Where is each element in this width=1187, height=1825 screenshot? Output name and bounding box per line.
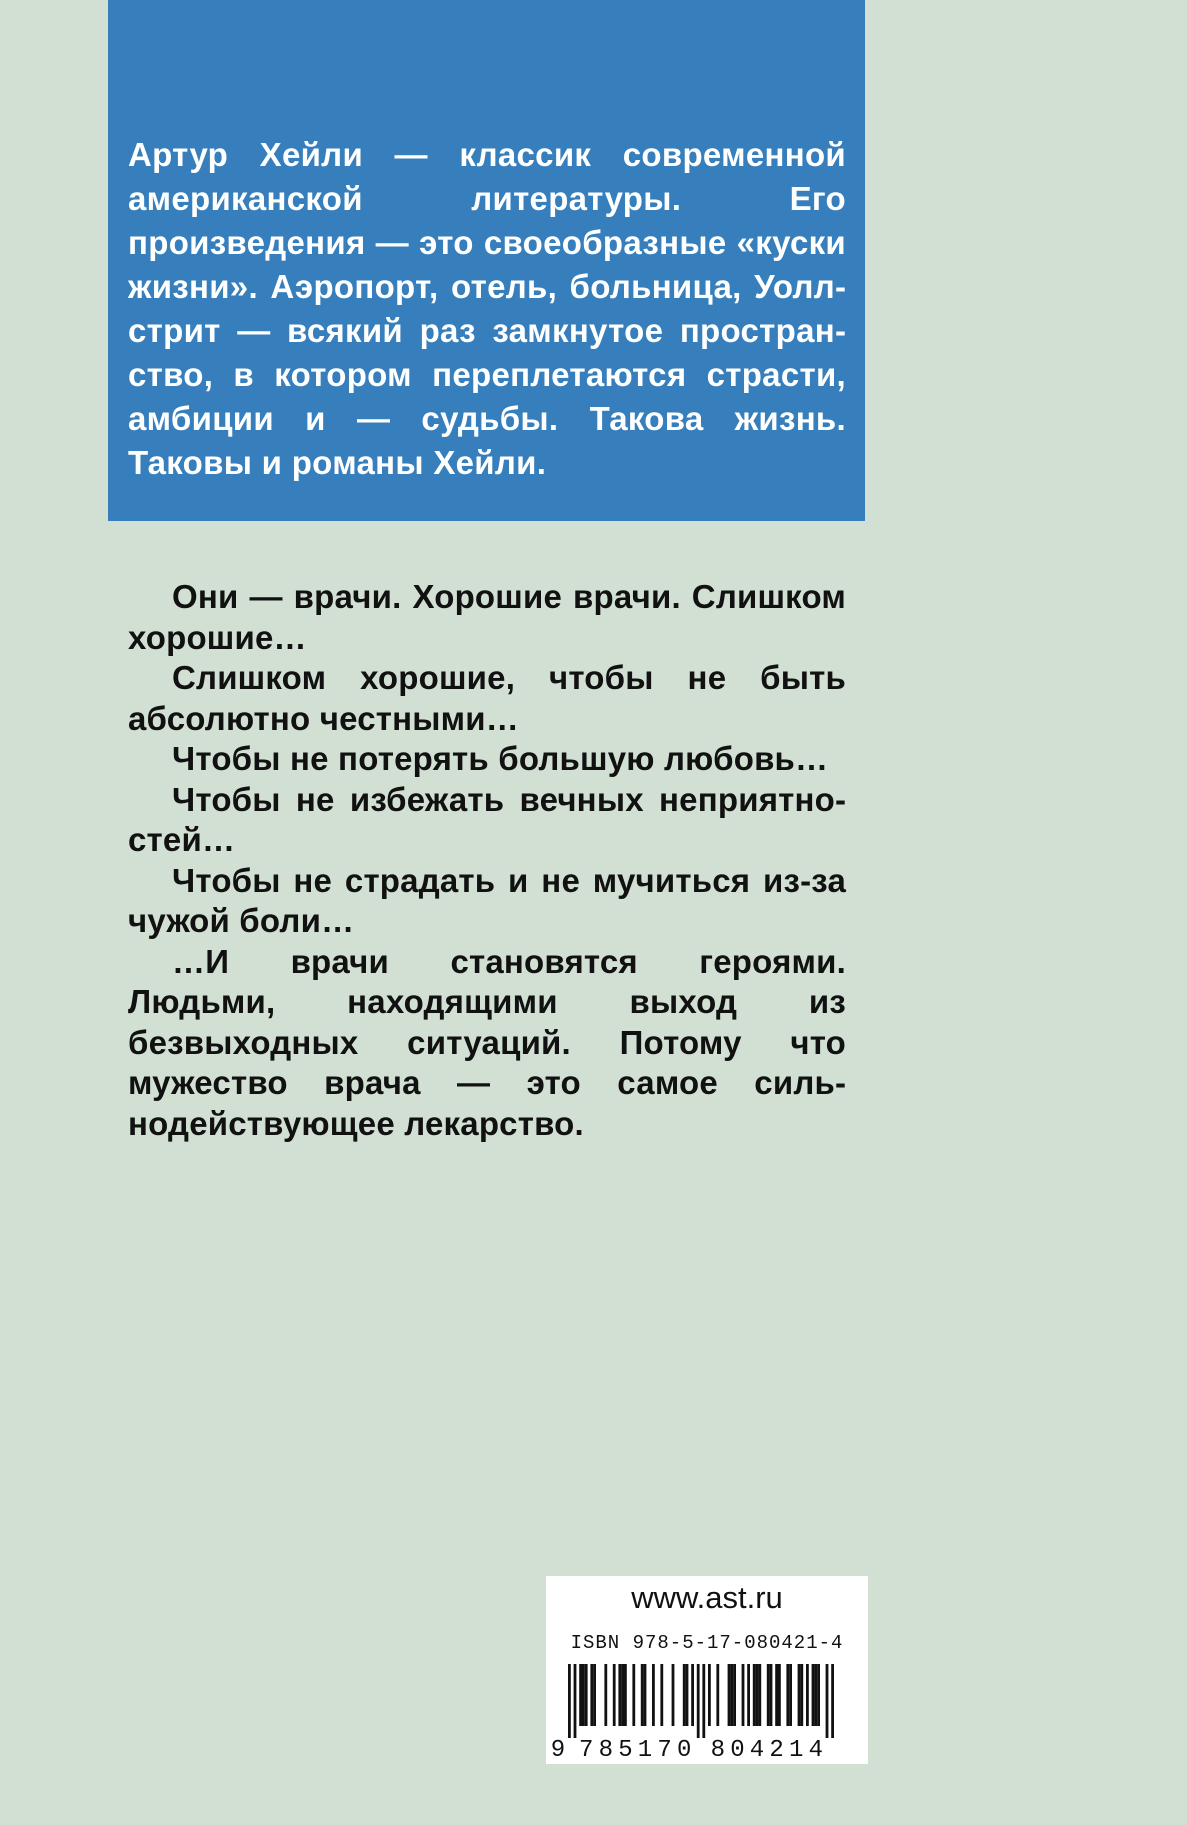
barcode-bar [708, 1664, 711, 1726]
barcode-digit: 0 [730, 1737, 745, 1764]
publisher-website: www.ast.ru [631, 1580, 783, 1615]
barcode-bar [660, 1664, 663, 1726]
barcode-digit: 9 [550, 1737, 566, 1764]
annotation-paragraph: Чтобы не избежать вечных неприятностей… [128, 780, 846, 858]
barcode-bar [621, 1664, 624, 1726]
barcode-icon [546, 1576, 868, 1764]
barcode-bar [747, 1664, 750, 1726]
barcode-bar [730, 1664, 733, 1726]
annotation-text [128, 577, 846, 1144]
barcode-bar [742, 1664, 745, 1726]
barcode-bar [579, 1664, 582, 1726]
barcode-bar [585, 1664, 588, 1726]
barcode-bar [590, 1664, 593, 1726]
barcode-bar [641, 1664, 644, 1726]
annotation-paragraph: Они — врачи. Хорошие врачи. Слишком хорошие… [128, 578, 846, 656]
annotation-paragraph: Чтобы не страдать и не мучиться из-за чужой боли… [128, 861, 846, 939]
barcode-bar [574, 1664, 577, 1738]
barcode-bar [826, 1664, 829, 1738]
barcode-bar [733, 1664, 736, 1726]
barcode-digit: 0 [676, 1737, 692, 1764]
barcode-digit: 1 [637, 1737, 653, 1764]
barcode-bar [767, 1664, 770, 1726]
barcode-bar [691, 1664, 694, 1726]
barcode-digit: 7 [657, 1737, 672, 1764]
barcode-bar [652, 1664, 655, 1726]
barcode-digit: 4 [808, 1737, 824, 1764]
barcode-bar [812, 1664, 815, 1726]
barcode-bar [728, 1664, 731, 1726]
barcode-bar [624, 1664, 627, 1726]
barcode-bar [817, 1664, 820, 1726]
barcode-digit: 7 [578, 1737, 594, 1764]
barcode-bar [786, 1664, 789, 1726]
barcode-bar [604, 1664, 607, 1726]
barcode-panel [546, 1576, 868, 1764]
barcode-bar [800, 1664, 803, 1726]
barcode-bar [686, 1664, 689, 1726]
barcode-bar [683, 1664, 686, 1726]
barcode-digit: 1 [788, 1737, 804, 1764]
barcode-digit: 5 [618, 1737, 633, 1764]
barcode-bar [770, 1664, 773, 1726]
barcode-bar [568, 1664, 571, 1738]
annotation-paragraph: Чтобы не потерять большую любовь… [172, 740, 829, 777]
author-blurb: Артур Хейли — классик современной американской литературы. Его произведения — это своеобразные «куски жизни». Аэропорт, отель, больница, Уоллстрит — всякий раз замкнутое пространство, в котором переплетаются страсти, амбиции и — судьбы. Такова жизнь. Таковы и романы Хейли. [128, 136, 846, 481]
barcode-bar [632, 1664, 635, 1726]
barcode-bar [697, 1664, 700, 1738]
barcode-bar [618, 1664, 621, 1726]
barcode-bar [814, 1664, 817, 1726]
annotation-paragraph: …И врачи становятся героями. Людьми, находящими выход из безвыходных ситуаций. Потому что мужество врача — это самое сильнодействующее лекарство. [128, 942, 846, 1142]
barcode-bar [778, 1664, 781, 1726]
barcode-digit: 2 [769, 1737, 784, 1764]
barcode-bar [798, 1664, 801, 1726]
barcode-digit: 8 [598, 1737, 614, 1764]
barcode-bar [716, 1664, 719, 1726]
barcode-bar [672, 1664, 675, 1726]
barcode-bar [753, 1664, 756, 1726]
barcode-bar [702, 1664, 705, 1738]
barcode-bar [758, 1664, 761, 1726]
barcode-digit: 8 [710, 1737, 726, 1764]
barcode-bar [582, 1664, 585, 1726]
isbn-number: ISBN 978-5-17-080421-4 [570, 1632, 844, 1654]
barcode-digit: 4 [749, 1737, 765, 1764]
barcode-bar [806, 1664, 809, 1726]
annotation-paragraph: Слишком хорошие, чтобы не быть абсолютно честными… [128, 659, 846, 737]
barcode-bar [831, 1664, 834, 1738]
barcode-bar [644, 1664, 647, 1726]
barcode-bar [593, 1664, 596, 1726]
barcode-bar [775, 1664, 778, 1726]
barcode-bar [789, 1664, 792, 1726]
barcode-bar [756, 1664, 759, 1726]
barcode-bar [613, 1664, 616, 1726]
